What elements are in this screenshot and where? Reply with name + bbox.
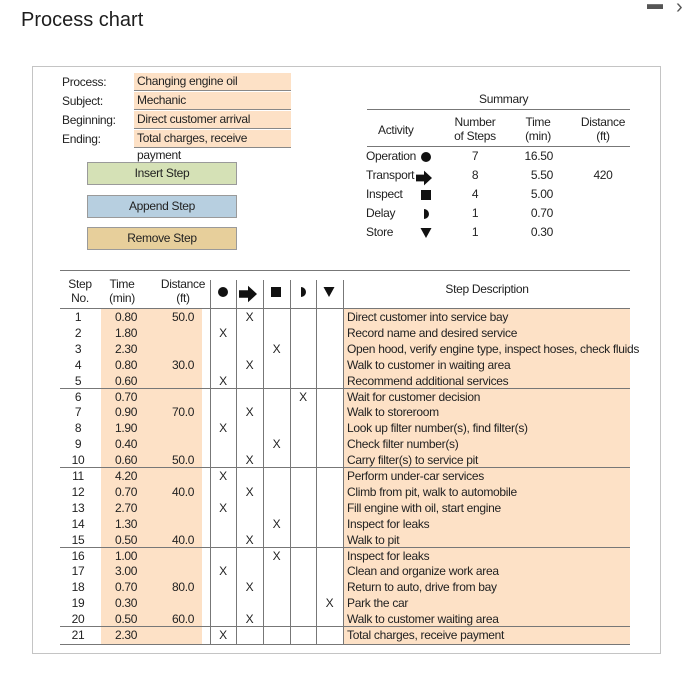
step-time[interactable]: 0.70 (115, 484, 138, 499)
meta-label: Beginning: (62, 113, 116, 127)
summary-number: 7 (471, 149, 479, 163)
step-number: 7 (74, 405, 82, 420)
step-number: 14 (71, 516, 85, 531)
half-circle-icon (297, 285, 309, 303)
summary-rule-top (367, 109, 630, 110)
summary-number: 8 (471, 168, 479, 182)
next-icon[interactable]: › (676, 0, 683, 18)
step-number: 13 (71, 500, 85, 515)
step-distance[interactable]: 80.0 (172, 580, 195, 595)
header-distance: Distance (ft) (160, 277, 206, 305)
step-activity-mark[interactable]: X (245, 453, 254, 468)
circle-icon (217, 285, 229, 303)
step-time[interactable]: 2.30 (115, 341, 138, 356)
triangle-icon (420, 227, 432, 242)
table-column-rule (263, 280, 264, 644)
step-distance[interactable]: 30.0 (172, 357, 195, 372)
summary-title: Summary (479, 92, 529, 106)
summary-activity-delay: Delay (366, 206, 396, 220)
step-activity-mark[interactable]: X (245, 405, 254, 420)
step-description[interactable]: Record name and desired service (347, 325, 518, 340)
step-number: 11 (72, 469, 84, 483)
step-time[interactable]: 1.30 (115, 516, 138, 531)
step-activity-mark[interactable]: X (219, 628, 227, 642)
table-rule-header (60, 308, 630, 309)
table-column-rule (316, 280, 317, 644)
circle-icon (420, 151, 432, 166)
step-activity-mark[interactable]: X (299, 389, 307, 404)
step-number: 19 (71, 596, 85, 611)
meta-value-field[interactable]: Changing engine oil (134, 73, 291, 91)
step-activity-mark[interactable]: X (325, 596, 334, 611)
summary-header-number: Number of Steps (454, 115, 496, 143)
step-description[interactable]: Walk to pit (347, 532, 400, 547)
table-column-rule (290, 280, 291, 644)
step-time[interactable]: 0.70 (115, 580, 138, 595)
step-time[interactable]: 2.70 (115, 500, 138, 515)
step-description[interactable]: Inspect for leaks (347, 548, 430, 563)
step-distance[interactable]: 50.0 (172, 453, 195, 468)
step-number: 9 (74, 437, 82, 452)
summary-activity-operation: Operation (366, 149, 416, 163)
summary-number: 1 (471, 206, 479, 220)
table-group-rule (60, 467, 630, 468)
step-description[interactable]: Wait for customer decision (347, 389, 481, 404)
remove-step-button[interactable]: Remove Step (87, 227, 237, 250)
step-distance[interactable]: 60.0 (172, 612, 195, 627)
meta-value-field[interactable]: Mechanic (134, 92, 291, 110)
page-title: Process chart (21, 9, 144, 31)
step-description[interactable]: Walk to customer in waiting area (347, 357, 511, 372)
step-number: 2 (74, 325, 82, 340)
step-description[interactable]: Walk to customer waiting area (347, 612, 499, 627)
step-time[interactable]: 1.80 (115, 325, 138, 340)
step-distance[interactable]: 40.0 (172, 484, 195, 499)
step-time[interactable]: 0.60 (115, 453, 138, 468)
table-rule-bottom (60, 644, 630, 645)
arrow-icon (239, 285, 257, 308)
step-activity-mark[interactable]: X (272, 516, 281, 531)
step-activity-mark[interactable]: X (219, 500, 227, 515)
half-circle-icon (420, 208, 432, 223)
step-distance[interactable]: 70.0 (172, 405, 195, 420)
step-time[interactable]: 4.20 (115, 469, 138, 483)
step-activity-mark[interactable]: X (219, 325, 227, 340)
table-group-rule (60, 626, 630, 627)
step-time[interactable]: 0.70 (115, 389, 138, 404)
table-column-rule (343, 280, 344, 644)
header-step-no: Step No. (68, 277, 92, 305)
triangle-icon (323, 285, 335, 303)
meta-value-field[interactable]: Total charges, receive payment (134, 130, 291, 148)
step-number: 5 (74, 373, 82, 388)
meta-label: Ending: (62, 132, 101, 146)
step-description[interactable]: Look up filter number(s), find filter(s) (347, 421, 528, 436)
step-activity-mark[interactable]: X (245, 612, 254, 627)
summary-rule-header (367, 146, 630, 147)
step-time[interactable]: 0.60 (115, 373, 138, 388)
summary-activity-transport: Transport (366, 168, 415, 182)
step-number: 20 (71, 612, 85, 627)
step-number: 10 (71, 453, 85, 468)
summary-header-distance: Distance (ft) (580, 115, 626, 143)
step-description[interactable]: Direct customer into service bay (347, 310, 509, 324)
step-time[interactable]: 0.80 (115, 357, 138, 372)
summary-header-time: Time (min) (525, 115, 551, 143)
step-description[interactable]: Carry filter(s) to service pit (347, 453, 479, 468)
step-activity-mark[interactable]: X (219, 373, 227, 388)
summary-number: 4 (471, 187, 479, 201)
summary-time: 5.00 (530, 187, 553, 201)
step-activity-mark[interactable]: X (219, 469, 227, 483)
step-time[interactable]: 0.40 (115, 437, 138, 452)
step-activity-mark[interactable]: X (245, 357, 254, 372)
step-activity-mark[interactable]: X (272, 341, 281, 356)
square-icon (270, 285, 282, 303)
table-rule-top (60, 270, 630, 271)
step-time[interactable]: 3.00 (115, 564, 138, 579)
step-number: 12 (71, 484, 85, 499)
step-activity-mark[interactable]: X (245, 310, 254, 324)
step-time[interactable]: 1.00 (115, 548, 138, 563)
summary-time: 0.70 (530, 206, 553, 220)
step-time[interactable]: 2.30 (115, 628, 138, 642)
step-number: 16 (71, 548, 85, 563)
step-time[interactable]: 0.50 (115, 532, 138, 547)
step-description[interactable]: Walk to storeroom (347, 405, 439, 420)
step-time[interactable]: 1.90 (115, 421, 138, 436)
step-description[interactable]: Fill engine with oil, start engine (347, 500, 501, 515)
summary-number: 1 (471, 225, 479, 239)
step-time[interactable]: 0.80 (115, 310, 138, 324)
step-activity-mark[interactable]: X (219, 421, 227, 436)
step-number: 21 (71, 628, 85, 642)
step-description[interactable]: Recommend additional services (347, 373, 509, 388)
step-time[interactable]: 0.50 (115, 612, 138, 627)
summary-header-activity: Activity (378, 123, 414, 137)
square-icon (420, 189, 432, 204)
meta-value-field[interactable]: Direct customer arrival (134, 111, 291, 129)
step-activity-mark[interactable]: X (272, 437, 281, 452)
step-number: 17 (71, 564, 85, 579)
insert-step-button[interactable]: Insert Step (87, 162, 237, 185)
step-activity-mark[interactable]: X (245, 580, 254, 595)
arrow-icon (416, 170, 432, 189)
step-number: 18 (71, 580, 85, 595)
step-description[interactable]: Check filter number(s) (347, 437, 459, 452)
step-description[interactable]: Return to auto, drive from bay (347, 580, 497, 595)
meta-label: Process: (62, 75, 107, 89)
step-distance[interactable]: 50.0 (172, 310, 195, 324)
summary-activity-store: Store (366, 225, 394, 239)
step-number: 15 (71, 532, 85, 547)
meta-label: Subject: (62, 94, 103, 108)
table-group-rule (60, 547, 630, 548)
step-time[interactable]: 0.30 (115, 596, 138, 611)
summary-time: 0.30 (530, 225, 553, 239)
append-step-button[interactable]: Append Step (87, 195, 237, 218)
summary-distance: 420 (593, 168, 613, 182)
summary-time: 16.50 (524, 149, 553, 163)
minimize-icon[interactable]: ▬ (647, 0, 663, 13)
header-step-description: Step Description (445, 282, 529, 296)
step-number: 3 (74, 341, 82, 356)
step-activity-mark[interactable]: X (245, 484, 254, 499)
summary-activity-inspect: Inspect (366, 187, 403, 201)
table-group-rule (60, 388, 630, 389)
step-activity-mark[interactable]: X (272, 548, 281, 563)
step-activity-mark[interactable]: X (219, 564, 227, 579)
step-activity-mark[interactable]: X (245, 532, 254, 547)
header-time: Time (min) (109, 277, 135, 305)
step-description[interactable]: Climb from pit, walk to automobile (347, 484, 517, 499)
step-description[interactable]: Park the car (347, 596, 409, 611)
step-description[interactable]: Total charges, receive payment (347, 628, 505, 642)
step-number: 8 (74, 421, 82, 436)
step-description[interactable]: Perform under-car services (347, 469, 484, 483)
summary-time: 5.50 (530, 168, 553, 182)
step-number: 4 (74, 357, 82, 372)
step-description[interactable]: Clean and organize work area (347, 564, 499, 579)
step-time[interactable]: 0.90 (115, 405, 138, 420)
step-description[interactable]: Inspect for leaks (347, 516, 430, 531)
step-distance[interactable]: 40.0 (172, 532, 195, 547)
step-description[interactable]: Open hood, verify engine type, inspect hoses, check fluids (347, 341, 640, 356)
step-number: 1 (74, 310, 82, 324)
step-number: 6 (74, 389, 82, 404)
